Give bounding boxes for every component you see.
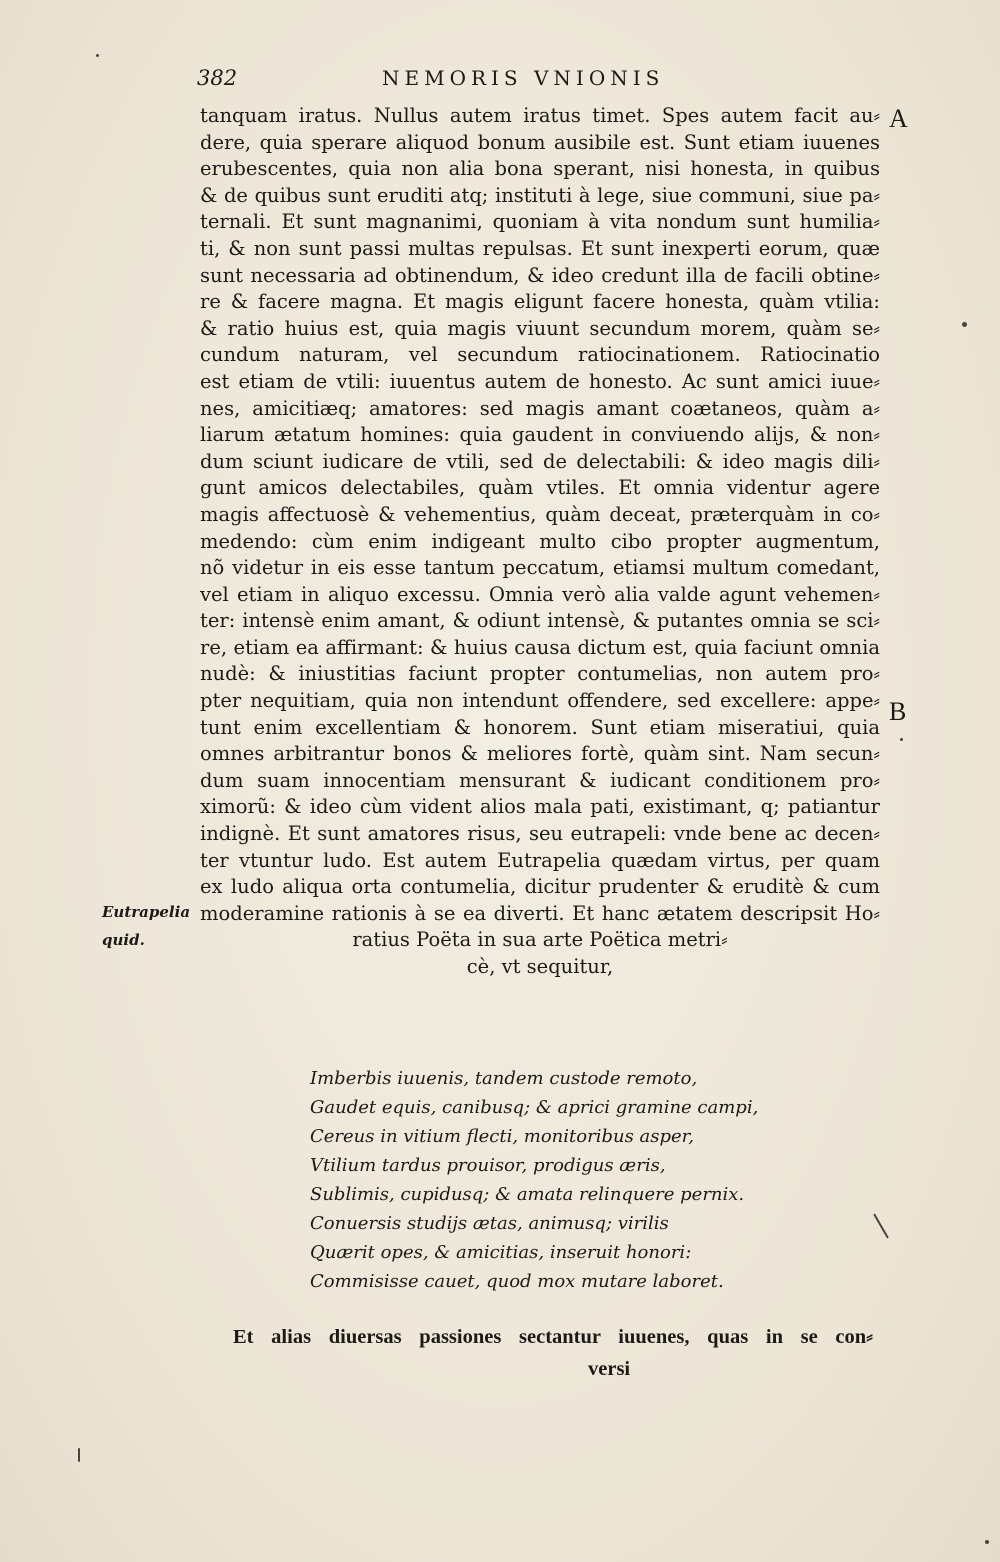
paper-speck: [78, 1448, 80, 1462]
text-line: tanquam iratus. Nullus autem iratus timet. Spes autem facit au⸗: [200, 104, 880, 127]
closing-paragraph: [233, 1322, 873, 1352]
running-title: NEMORIS VNIONIS: [382, 66, 665, 90]
text-line: erubescentes, quia non alia bona sperant, nisi honesta, in quibus: [200, 157, 880, 181]
text-line: liarum ætatum homines: quia gaudent in conviuendo alijs, & non⸗: [200, 423, 880, 447]
text-line: gunt amicos delectabiles, quàm vtiles. Et omnia videntur agere: [200, 476, 880, 500]
text-line: ximorũ: & ideo cùm vident alios mala pati, existimant, q; patiantur: [200, 795, 880, 819]
verse-line: Gaudet equis, canibusq; & aprici gramine campi,: [310, 1097, 759, 1118]
text-line: ti, & non sunt passi multas repulsas. Et sunt inexperti eorum, quæ: [200, 236, 880, 260]
paper-speck: [985, 1540, 989, 1544]
verse-line: Commisisse cauet, quod mox mutare laboret.: [310, 1271, 724, 1292]
marginal-note-line: quid.: [102, 931, 145, 949]
paper-speck: [96, 54, 99, 57]
catchword: versi: [588, 1358, 631, 1380]
text-line: nes, amicitiæq; amatores: sed magis amant coætaneos, quàm a⸗: [200, 396, 880, 420]
text-line: & ratio huius est, quia magis viuunt secundum morem, quàm se⸗: [200, 316, 880, 340]
text-line: re & facere magna. Et magis eligunt facere honesta, quàm vtilia:: [200, 290, 880, 314]
paper-speck: [962, 322, 967, 327]
text-line: tunt enim excellentiam & honorem. Sunt etiam miseratiui, quia: [200, 715, 880, 739]
margin-letter-b: B: [889, 697, 907, 726]
text-line: & de quibus sunt eruditi atq; instituti à lege, siue communi, siue pa⸗: [200, 183, 880, 207]
text-line-centered: cè, vt sequitur,: [466, 955, 614, 978]
verse-line: Cereus in vitium flecti, monitoribus asper,: [310, 1126, 695, 1147]
verse-line: Imberbis iuuenis, tandem custode remoto,: [310, 1068, 698, 1089]
marginal-note: [102, 898, 190, 954]
text-line: ex ludo aliqua orta contumelia, dicitur prudenter & eruditè & cum: [200, 875, 880, 899]
verse-line: Vtilium tardus prouisor, prodigus æris,: [310, 1155, 666, 1176]
text-line-centered: ratius Poëta in sua arte Poëtica metri⸗: [352, 928, 728, 952]
text-line: ternali. Et sunt magnanimi, quoniam à vita nondum sunt humilia⸗: [200, 210, 880, 234]
page-number: 382: [197, 66, 238, 90]
verse-line: Quærit opes, & amicitias, inseruit honori:: [310, 1242, 692, 1263]
text-line: magis affectuosè & vehementius, quàm deceat, præterquàm in co⸗: [200, 502, 880, 526]
text-line: cundum naturam, vel secundum ratiocinationem. Ratiocinatio: [200, 343, 880, 367]
text-line: moderamine rationis à se ea diverti. Et hanc ætatem descripsit Ho⸗: [200, 901, 880, 925]
verse-line: Conuersis studijs ætas, animusq; virilis: [310, 1213, 669, 1234]
main-text-block: [200, 103, 880, 981]
text-line: dum sciunt iudicare de vtili, sed de delectabili: & ideo magis dili⸗: [200, 449, 880, 473]
paper-speck: [900, 738, 903, 741]
page-header: [197, 66, 757, 96]
text-line: nõ videtur in eis esse tantum peccatum, etiamsi multum comedant,: [200, 556, 880, 580]
text-line: dere, quia sperare aliquod bonum ausibile est. Sunt etiam iuuenes: [200, 130, 880, 154]
text-line: dum suam innocentiam mensurant & iudicant conditionem pro⸗: [200, 768, 880, 792]
marginal-note-line: Eutrapelia: [102, 903, 191, 921]
text-line: ter vtuntur ludo. Est autem Eutrapelia quædam virtus, per quam: [200, 848, 880, 872]
text-line: medendo: cùm enim indigeant multo cibo propter augmentum,: [200, 529, 880, 553]
paper-speck: [873, 1213, 889, 1238]
text-line: omnes arbitrantur bonos & meliores fortè, quàm sint. Nam secun⸗: [200, 742, 880, 766]
text-line: vel etiam in aliquo excessu. Omnia verò alia valde agunt vehemen⸗: [200, 582, 880, 606]
text-line: nudè: & iniustitias faciunt propter contumelias, non autem pro⸗: [200, 662, 880, 686]
verse-line: Sublimis, cupidusq; & amata relinquere pernix.: [310, 1184, 745, 1205]
text-line: re, etiam ea affirmant: & huius causa dictum est, quia faciunt omnia: [200, 635, 880, 659]
verse-quotation: [310, 1064, 870, 1296]
text-line: est etiam de vtili: iuuentus autem de honesto. Ac sunt amici iuue⸗: [200, 369, 880, 393]
margin-letter-a: A: [889, 104, 908, 133]
closing-line: Et alias diuersas passiones sectantur iuuenes, quas in se con⸗: [233, 1326, 873, 1348]
text-line: sunt necessaria ad obtinendum, & ideo credunt illa de facili obtine⸗: [200, 263, 880, 287]
text-line: indignè. Et sunt amatores risus, seu eutrapeli: vnde bene ac decen⸗: [200, 822, 880, 846]
text-line: pter nequitiam, quia non intendunt offendere, sed excellere: appe⸗: [200, 689, 880, 713]
text-line: ter: intensè enim amant, & odiunt intensè, & putantes omnia se sci⸗: [200, 609, 880, 633]
